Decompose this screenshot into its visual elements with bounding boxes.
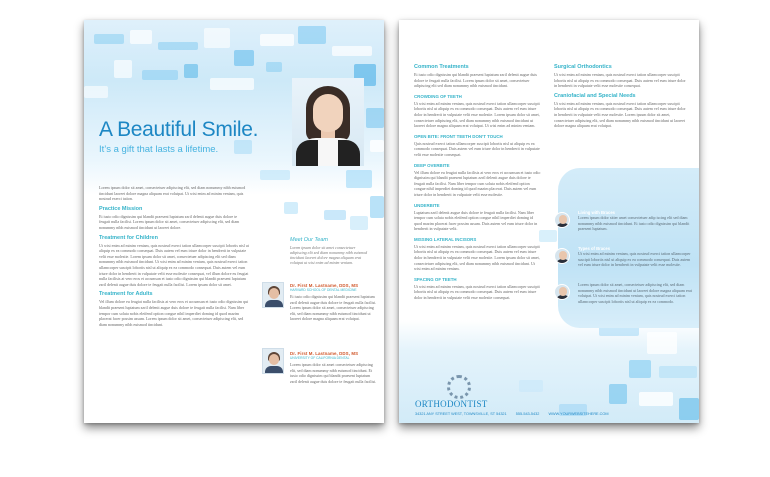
doctor-school: UNIVERSITY OF CALIFORNIA DENTAL: [290, 356, 350, 360]
decorative-square: [647, 332, 677, 354]
decorative-square: [332, 46, 372, 56]
intro-paragraph: Lorem ipsum dolor sit amet, consectetuer adipiscing elit, sed diam nonummy nibh euismod tincidunt laoreet dolore magna aliquam erat volutpat. Ut wisi enim ad minim veniam, quis nostrud exerci tation.: [99, 185, 246, 202]
section-body: Et iusto odio dignissim qui blandit praesent luptatum zzril delenit augue duis dolore te feugait nulla facilisi. Lorem ipsum dolor sit amet, consectetuer adipiscing elit, sed diam nonummy nibh euismod tincidunt ut laoreet dolore.: [99, 213, 240, 230]
logo-text: ORTHODONTIST: [415, 399, 488, 409]
bubble-title: Living with Braces: [578, 210, 615, 215]
doctor-name: Dr. First M. Lastname, DDS, MS: [290, 283, 359, 288]
footer-phone: 555-543-5432: [515, 412, 540, 416]
doctor-1-entry: [290, 283, 378, 322]
footer-contact: [415, 412, 617, 416]
bubble-title: Types of Braces: [578, 246, 611, 251]
decorative-square: [204, 28, 230, 48]
decorative-square: [234, 50, 254, 66]
doctor-2-entry: [290, 351, 378, 384]
right-column-2: [554, 60, 686, 129]
quote-text: Lorem ipsum dolor sit amet consectetuer adipiscing elit sed diam nonummy nibh euismod tincidunt laoreet dolore magna aliquam erat volutpat ut wisi enim ad minim veniam.: [290, 245, 368, 265]
rsection-surgical: [554, 64, 686, 89]
section-body: Ut wisi enim ad minim veniam, quis nostrud exerci tation ullamcorper suscipit lobortis nisl ut aliquip ex ea commodo consequat. Duis autem vel eum iriure dolor in hendrerit in vulputate velit esse molestie. Lorem ipsum dolor sit amet, consectetuer adipiscing elit, sed diam nonummy nibh euismod tincidunt ut laoreet dolore magna aliquam erat volutpat. Ut wisi enim ad minim veniam.: [414, 100, 540, 129]
decorative-square: [679, 398, 699, 420]
section-heading: Treatment for Children: [99, 234, 158, 241]
hero-photo-woman: [292, 78, 364, 166]
rsection-spacing: [414, 277, 542, 301]
section-body: Luptatum zzril delenit augue duis dolore te feugait nulla facilisi. Nam liber tempor cum soluta nobis eleifend option congue nihil imperdiet doming id quod mazim placerat facer possim assum. Duis autem vel eum iriure dolor in hendrerit in vulputate velit.: [414, 209, 538, 232]
bubble-item-living-braces: [554, 210, 696, 246]
doctor-2-photo: [262, 348, 284, 374]
bubble-body: Lorem ipsum dolor sit amet, consectetuer adipiscing elit, sed diam nonummy nibh euismod tincidunt ut laoreet dolore magna aliquam erat volutpat. Ut wisi enim ad minim veniam, quis nostrud exerci tation ullamcorper suscipit lobortis nisl ut aliquip ex ea commodo.: [578, 282, 692, 304]
doctor-1-photo: [262, 282, 284, 308]
bubble-item-third: [554, 282, 696, 318]
decorative-square: [298, 26, 326, 44]
tooth-logo-icon: [447, 375, 471, 399]
bubble-item-types-braces: [554, 246, 696, 282]
decorative-square: [142, 70, 178, 80]
section-body: Ut wisi enim ad minim veniam, quis nostrud exerci tation ullamcorper suscipit lobortis nisl ut aliquip ex ea commodo consequat. Duis autem vel eum iriure dolor in hendrerit in vulputate velit esse molestie consequat.: [414, 283, 540, 301]
section-heading: Surgical Orthodontics: [554, 64, 612, 70]
section-heading: CROWDING OF TEETH: [414, 93, 462, 99]
quote-title: Meet Our Team: [290, 237, 329, 243]
section-heading: DEEP OVERBITE: [414, 162, 450, 168]
footer-website: WWW.YOURWEBSITEHERE.COM: [548, 412, 609, 416]
section-heading: Treatment for Adults: [99, 291, 153, 298]
decorative-square: [284, 202, 298, 214]
rsection-crowding: [414, 94, 542, 129]
doctor-bio: Lorem ipsum dolor sit amet consectetuer adipiscing elit, sed diam nonummy nibh euismod tincidunt. Et iusto odio dignissim qui blandit praesent luptatum zzril delenit augue duis dolore te feugait nulla facilisi.: [290, 362, 377, 384]
doctor-name: Dr. First M. Lastname, DDS, MS: [290, 351, 359, 356]
headline: A Beautiful Smile.: [99, 118, 259, 141]
section-body: Ut wisi enim ad minim veniam, quis nostrud exerci tation ullamcorper suscipit lobortis nisl ut aliquip ex ea commodo consequat. Duis autem vel eum iriure dolor in hendrerit in vulputate velit esse molestie. Lorem ipsum dolor sit amet, consectetuer adipiscing elit sed diam nonummy nibh euismod tincidunt. Ut wisi enim ad minim veniam, quis nostrud exerci tation ullamcorper suscipit lobortis nisl ut aliquip ex ea commodo consequat. Duis autem vel eum iriure dolor in hendrerit in vulputate velit esse molestie consequat, vel illum dolore eu feugiat nulla facilisis at vero eros et accumsan et iusto odio dignissim qui blandit praesent luptatum zzril delenit augue duis dolore te feugait nulla facilisi. Lorem ipsum dolor sit amet.: [99, 242, 249, 287]
section-body: Vel illum dolore eu feugiat nulla facilisis at vero eros et accumsan et iusto odio dignissim qui blandit praesent luptatum zzril delenit augue duis dolore te feugait nulla facilisi. Nam liber tempor cum soluta nobis eleifend option congue nihil imperdiet doming id quod mazim placerat facer possim assum. Lorem ipsum dolor sit amet, consectetuer adipiscing elit, sed diam nonummy nibh euismod tincidunt.: [99, 299, 249, 327]
decorative-square: [158, 42, 198, 50]
decorative-square: [659, 366, 697, 378]
decorative-square: [184, 64, 198, 78]
decorative-square: [234, 140, 252, 154]
section-treatment-adults: [99, 291, 249, 327]
decorative-square: [130, 30, 152, 44]
decorative-square: [519, 380, 543, 392]
decorative-square: [366, 108, 384, 128]
footer-address: 34321 ANY STREET WEST, TOWNSVILLE, ST 54321: [415, 412, 507, 416]
decorative-square: [84, 86, 108, 98]
rsection-common-treatments: [414, 64, 542, 89]
decorative-square: [260, 34, 294, 46]
brochure-back-page: [399, 20, 699, 423]
section-body: Vel illum dolore eu feugiat nulla facilisis at vero eros et accumsan et iusto odio dignissim qui blandit praesent luptatum zzril delenit augue duis dolore te feugait nulla facilisi. Nam liber tempor cum soluta nobis eleifend option congue nihil imperdiet doming id quod mazim placerat. Duis autem vel eum iriure dolor in hendrerit in vulputate velit esse molestie.: [414, 169, 541, 197]
section-heading: UNDERBITE: [414, 202, 440, 208]
section-body: Ut wisi enim ad minim veniam, quis nostrud exerci tation ullamcorper suscipit lobortis nisl ut aliquip ex ea commodo consequat. Duis autem vel eum iriure dolor in hendrerit in vulputate velit esse molestie consequat.: [554, 72, 686, 89]
brochure-front-page: [84, 20, 384, 423]
section-heading: SPACING OF TEETH: [414, 276, 457, 282]
decorative-square: [324, 210, 346, 220]
bubble-avatar: [554, 248, 570, 264]
section-body: Ut wisi enim ad minim veniam, quis nostrud exerci tation ullamcorper suscipit lobortis nisl ut aliquip ex ea commodo consequat. Duis autem vel eum iriure dolor in hendrerit in vulputate velit esse molestie. Lorem ipsum dolor sit amet, consectetuer adipiscing elit, sed diam nonummy nibh euismod tincidunt ut laoreet dolore magna aliquam erat volutpat.: [554, 100, 686, 129]
decorative-square: [639, 392, 673, 406]
decorative-square: [346, 170, 372, 188]
decorative-square: [260, 170, 290, 180]
left-column: [99, 185, 249, 327]
bubble-body: Lorem ipsum dolor sitter amet consectetuer adip iscing elit sed diam nonummy nibh euismod tincidunt. Et iusto odio dignissim qui blandit praesent luptatum.: [578, 215, 690, 232]
decorative-square: [609, 384, 627, 404]
section-practice-mission: [99, 206, 249, 231]
section-heading: OPEN BITE: FRONT TEETH DON’T TOUCH: [414, 133, 503, 139]
section-heading: Practice Mission: [99, 205, 143, 212]
right-column-1: [414, 60, 542, 301]
decorative-square: [210, 78, 254, 90]
rsection-open-bite: [414, 134, 542, 158]
bubble-avatar: [554, 284, 570, 300]
decorative-square: [629, 360, 651, 378]
section-heading: MISSING LATERAL INCISORS: [414, 236, 477, 242]
doctor-bio: Et iusto odio dignissim qui blandit praesent luptatum zzril delenit augue duis dolore te feugait nulla facilisi. Lorem ipsum dolor sit amet, consectetuer adipiscing elit, sed diam nonummy nibh euismod tincidunt ut laoreet dolore magna aliquam erat volutpat.: [290, 294, 377, 322]
info-bubble-list: [554, 210, 696, 318]
subheadline: It’s a gift that lasts a lifetime.: [99, 144, 219, 155]
bubble-body: Ut wisi enim ad minim veniam, quis nostrud exerci tation ullamcorper suscipit lobortis nisl ut aliquip ex ea commodo consequat. Duis autem vel eum iriure dolor in hendrerit in vulputate velit esse molestie.: [578, 251, 691, 268]
section-heading: Common Treatments: [414, 64, 469, 70]
section-heading: Craniofacial and Special Needs: [554, 92, 636, 99]
decorative-square: [94, 34, 124, 44]
section-body: Quis nostrud exerci tation ullamcorper suscipit lobortis nisl ut aliquip ex ea commodo consequat. Duis autem vel eum iriure dolor in hendrerit in vulputate velit esse molestie consequat.: [414, 140, 540, 157]
decorative-square: [266, 62, 282, 72]
rsection-missing-incisors: [414, 237, 542, 272]
bubble-avatar: [554, 212, 570, 228]
meet-team-quote: [290, 237, 370, 265]
rsection-deep-overbite: [414, 163, 542, 198]
section-body: Ut wisi enim ad minim veniam, quis nostrud exerci tation ullamcorper suscipit lobortis nisl ut aliquip ex ea commodo consequat. Duis autem vel eum iriure dolor in hendrerit in vulputate velit esse molestie. Lorem ipsum dolor sit amet, consectetuer adipiscing elit, sed diam nonummy nibh euismod tincidunt. Ut wisi enim ad minim veniam.: [414, 243, 540, 272]
doctor-school: HARVARD SCHOOL OF DENTAL MEDICINE: [290, 288, 357, 292]
section-treatment-children: [99, 235, 249, 288]
decorative-square: [350, 216, 368, 230]
rsection-underbite: [414, 203, 542, 232]
rsection-craniofacial: [554, 93, 686, 129]
decorative-square: [370, 140, 384, 152]
section-body: Et iusto odio dignissim qui blandit praesent luptatum zzril delenit augue duis dolore te feugait nulla facilisi. Lorem ipsum dolor sit amet, consectetuer adipiscing elit sed diam nonummy nibh euismod tincidunt.: [414, 72, 537, 89]
decorative-square: [370, 196, 384, 218]
decorative-square: [114, 60, 132, 78]
